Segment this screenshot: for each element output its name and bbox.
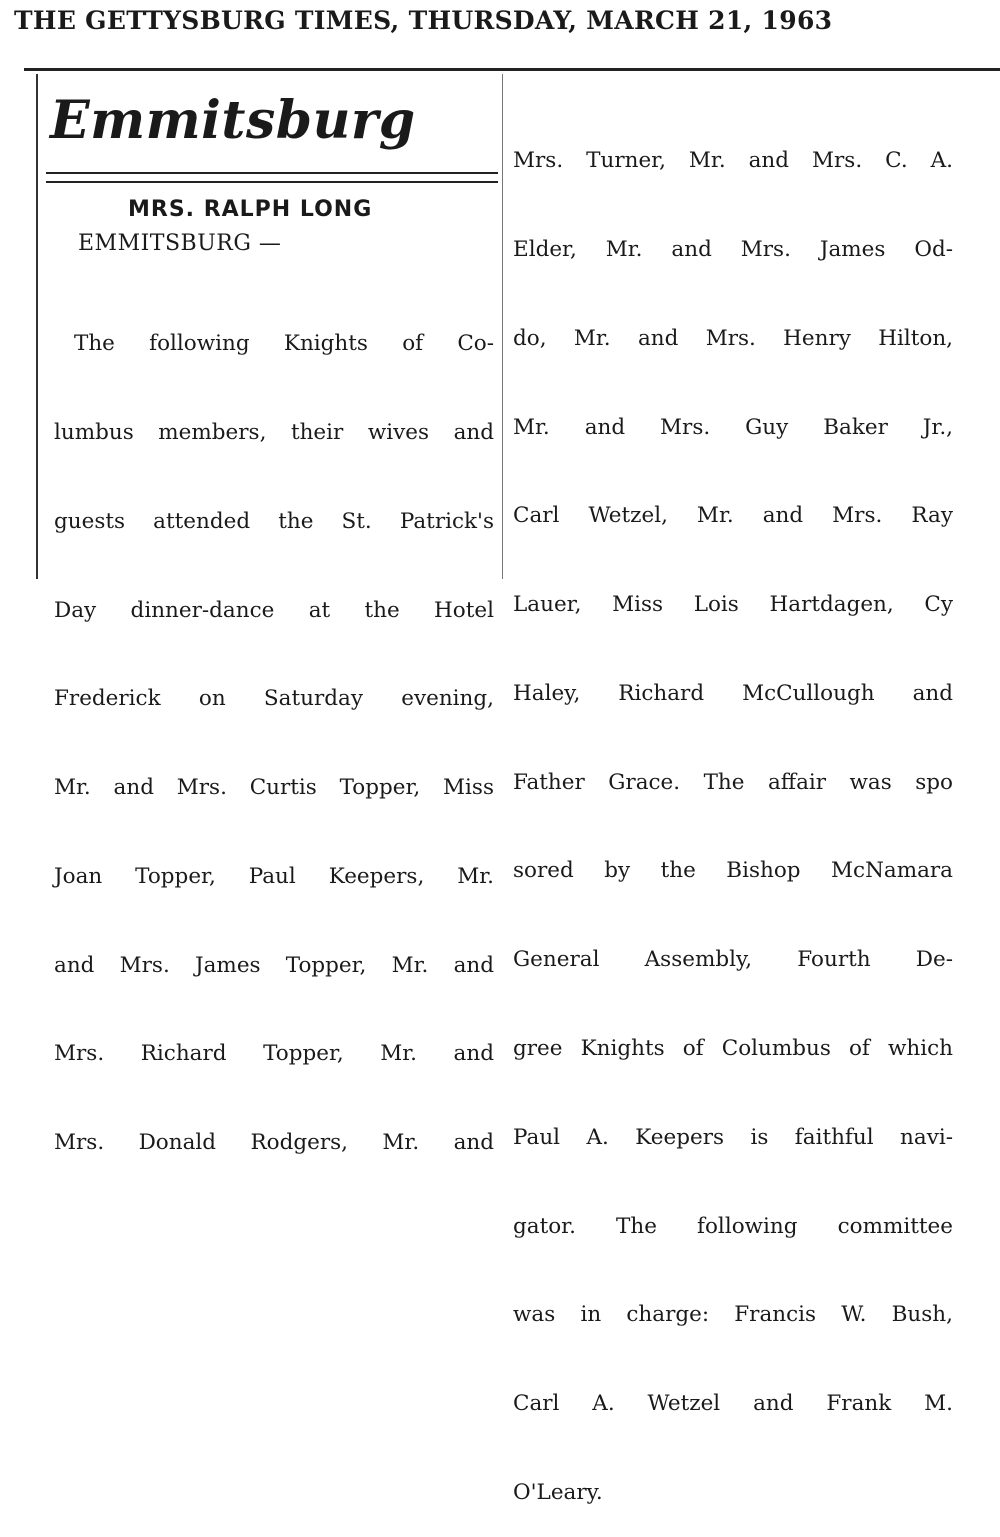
body-line: Father Grace. The affair was spo [513,769,953,795]
body-line: Elder, Mr. and Mrs. James Od- [513,236,953,262]
body-line: lumbus members, their wives and [54,419,494,445]
column-divider [502,74,504,579]
body-line: gator. The following committee [513,1213,953,1239]
body-line: and Mrs. James Topper, Mr. and [54,952,494,978]
body-line: was in charge: Francis W. Bush, [513,1302,953,1328]
body-line: Frederick on Saturday evening, [54,686,494,712]
body-line: Mrs. Richard Topper, Mr. and [54,1041,494,1067]
body-line: Haley, Richard McCullough and [513,680,953,706]
body-line: Mr. and Mrs. Curtis Topper, Miss [54,775,494,801]
body-line: guests attended the St. Patrick's [54,508,494,534]
body-line: Mrs. Donald Rodgers, Mr. and [54,1130,494,1156]
article-byline: MRS. RALPH LONG [128,197,373,222]
body-line: Carl A. Wetzel and Frank M. [513,1391,953,1417]
body-line: Mr. and Mrs. Guy Baker Jr., [513,414,953,440]
article-dateline: EMMITSBURG — [78,231,282,256]
body-line: Lauer, Miss Lois Hartdagen, Cy [513,592,953,618]
body-line: Joan Topper, Paul Keepers, Mr. [54,863,494,889]
newspaper-masthead: THE GETTYSBURG TIMES, THURSDAY, MARCH 21, 1963 [14,6,833,35]
headline-double-rule [46,172,498,183]
right-column-body [513,87,953,1537]
body-line: Day dinner-dance at the Hotel [54,597,494,623]
body-line: General Assembly, Fourth De- [513,947,953,973]
body-line: Mrs. Turner, Mr. and Mrs. C. A. [513,148,953,174]
body-line: do, Mr. and Mrs. Henry Hilton, [513,325,953,351]
body-line: sored by the Bishop McNamara [513,858,953,884]
left-column-body [54,270,494,1187]
body-line: Paul A. Keepers is faithful navi- [513,1124,953,1150]
body-line: Carl Wetzel, Mr. and Mrs. Ray [513,503,953,529]
article-headline: Emmitsburg [50,90,416,151]
masthead-rule [24,68,1000,71]
body-line: The following Knights of Co- [74,331,494,357]
body-line: O'Leary. [513,1479,603,1505]
body-line: gree Knights of Columbus of which [513,1036,953,1061]
